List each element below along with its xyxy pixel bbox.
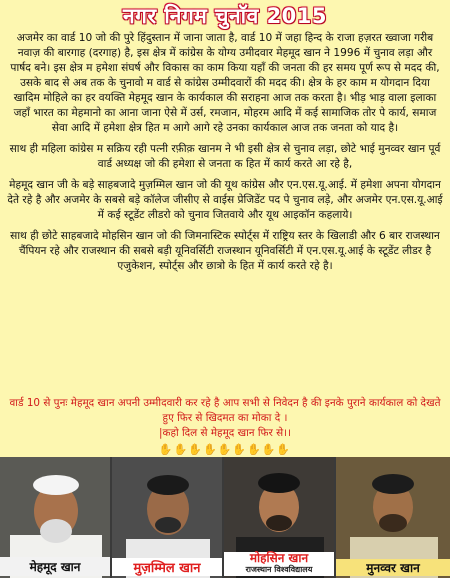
appeal-text: वार्ड 10 से पुनः मेहमूद खान अपनी उम्मीदवारी कर रहे है आप सभी से निवेदन है की इनके पुराने कार्यकाल को देखते हुए फिर से खिदमत का मोका दे । (9, 397, 441, 424)
name-label-muzammil: मुज़म्मिल खान (112, 558, 222, 576)
photo-mehmood-khan (0, 457, 110, 578)
photo-munawwar-khan (336, 457, 450, 578)
poster-body (6, 31, 444, 280)
photo-muzammil-khan (112, 457, 222, 578)
appeal-slogan: |कहो दिल से मेहमूद खान फिर से।। (158, 427, 292, 439)
candidate-photo-strip (0, 457, 450, 578)
poster-title: नगर निगम चुनाॅव 2015 (122, 4, 328, 28)
paragraph-muzammil: मेहमूद खान जी के बड़े साहबजादे मुज़म्मिल खान जो की यूथ कांग्रेस और एन.एस.यू.आई. में हमेशा अपना योगदान देते रहे है और अजमेर के सबसे बड़े कॉलेज जीसीए से वाईस प्रेजिडेंट पद पे चुनाव लड़े, और अजमेर एन.एस.यू.आई में कई स्टूडेंट लीडरो को चुनाव जितवाये और यूथ आइकॉन कहलाये। (7, 179, 443, 221)
name-label-mohsin (224, 552, 334, 576)
name-label-mehmood: मेहमूद खान (0, 557, 110, 576)
raised-hands-row: ✋✋✋✋✋✋✋✋✋ (158, 443, 292, 456)
photo-mohsin-khan (224, 457, 334, 578)
name-label-munawwar: मुनव्वर खान (336, 559, 450, 576)
paragraph-mohsin: साथ ही छोटे साहबजादे मोहसिन खान जो की जिमनास्टिक स्पोर्ट्स में राष्ट्रिय स्तर के खिलाडी और 6 बार राजस्थान चैंपियन रहे और राजस्थान की सबसे बड़ी यूनिवर्सिटी राजस्थान यूनिवर्सिटी में एन.एस.यू.आई के स्टूडेंट लीडर है एजुकेशन, स्पोर्ट्स और छात्रो के हित में कार्य करते रहे है। (10, 230, 440, 272)
paragraph-family: साथ ही महिला कांग्रेस म सक्रिय रही पत्नी रफ़ीक़ खानम ने भी इसी क्षेत्र से चुनाव लड़ा, छोटे भाई मुनव्वर खान पूर्व वार्ड अध्यक्ष जो की हमेशा से जनता क हित में कार्य करते आ रहे है, (9, 143, 441, 170)
mohsin-university: राजस्थान विश्वविद्यालय (245, 565, 313, 574)
mohsin-name: मोहसिन खान (249, 551, 309, 565)
paragraph-history: अजमेर का वार्ड 10 जो की पुरे हिंदुस्तान में जाना जाता है, वार्ड 10 में जहा हिन्द के राजा हज़रत ख्वाजा गरीब नवाज़ की बारगाह (दरगाह) है, इस क्षेत्र में कांग्रेस के योग्य उमीदवार मेहमूद खान ने 1996 में चुनाव लड़ा और पार्षद बने। इस क्षेत्र म हमेशा संघर्ष और विकास का काम किया यहाँ की जनता की हर समय पूर्ण रूप से मदद की, उसके बाद से अब तक के चुनावो म वार्ड से कांग्रेस उम्मीदवारों की मदद की। क्षेत्र के हर काम म योगदान दिया खादिम मोहिले का हर वयक्ति मेहमूद खान के कार्यकाल की सराहना आज तक करता है। भीड़ भाड़ वाला इलाका जहाँ भारत का मेहमानो का आना जाना ऐसे में उर्स, रमजान, मोहरम आदि में कई सामाजिक तोर पे कार्य, समाज सेवा आदि में हमेशा क्षेत्र हित म आगे आगे रहे उनका कार्यकाल आज तक जनता को याद है। (10, 32, 440, 134)
appeal-block (6, 396, 444, 441)
